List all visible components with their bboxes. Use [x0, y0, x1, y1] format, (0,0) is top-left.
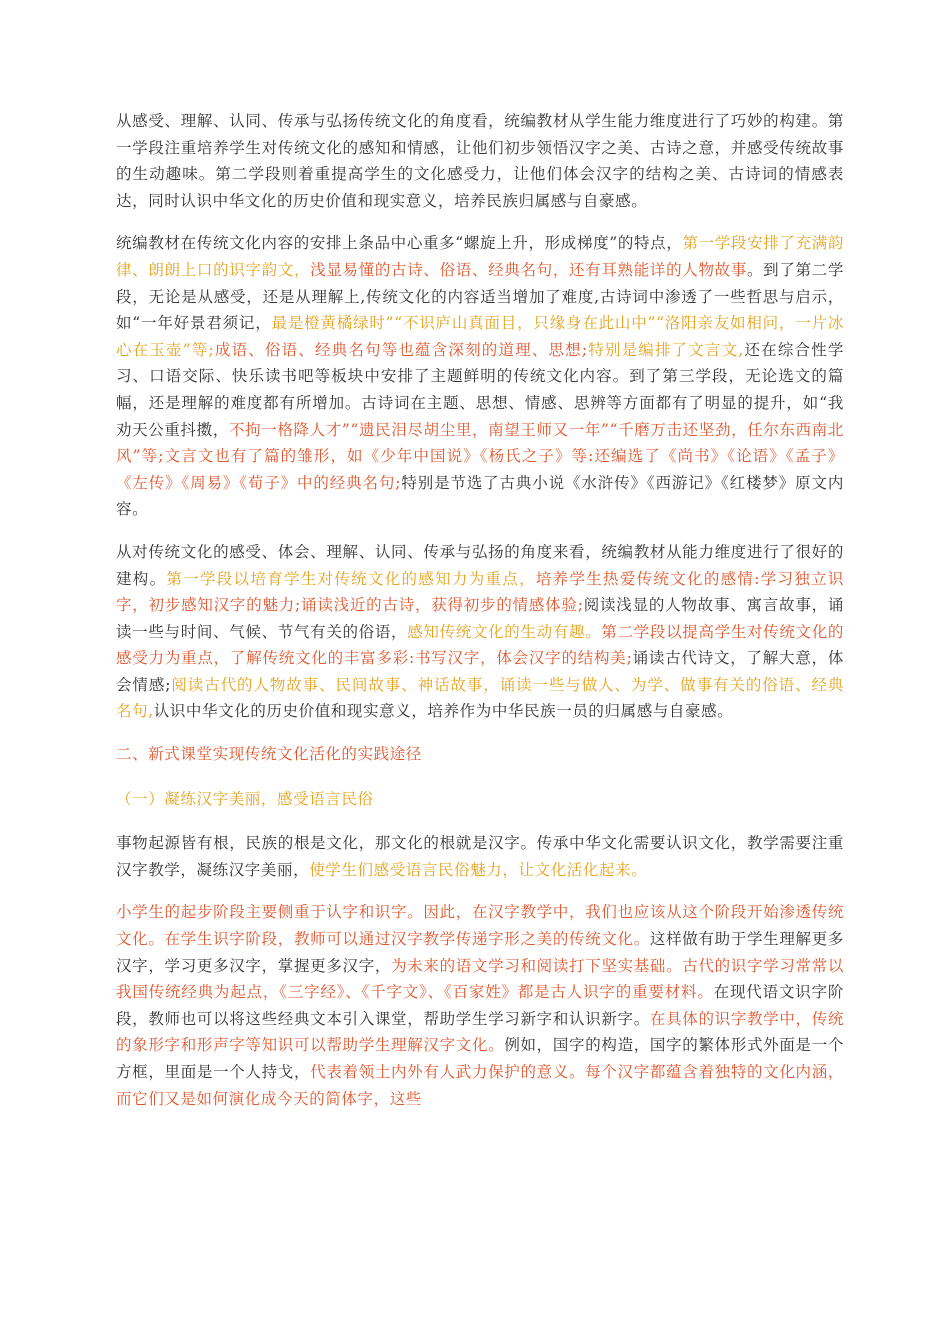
text-run-orange: （一）凝练汉字美丽，感受语言民俗 — [116, 789, 374, 808]
body-paragraph — [116, 539, 844, 725]
text-run-red: 培养学生热爱传统文化的感情:学习独立识字，初步感知汉字的魅力;诵读浅近的古诗，获得初步的情感体验; — [116, 569, 844, 615]
text-run-body: 事物起源皆有根，民族的根是文化，那文化的根就是汉字。传承中华文化需要认识文化，教学需要注重汉字教学，凝练汉字美丽， — [116, 834, 844, 879]
text-run-body: 统编教材在传统文化内容的安排上条品中心重多“螺旋上升，形成梯度”的特点， — [116, 234, 683, 253]
text-run-body: 从感受、理解、认同、传承与弘扬传统文化的角度看，统编教材从学生能力维度进行了巧妙的构建。第一学段注重培养学生对传统文化的感知和情感，让他们初步领悟汉字之美、古诗之意，并感受传统故事的生动趣味。第二学段则着重提高学生的文化感受力，让他们体会汉字的结构之美、古诗词的情感表达，同时认识中华文化的历史价值和现实意义，培养民族归属感与自豪感。 — [116, 112, 844, 210]
text-run-red: 浅显易懂的古诗、俗语、经典名句，还有耳熟能详的人物故事 — [310, 260, 747, 279]
text-run-body: 阅读浅显的人物故事、寓言故事，诵读一些与时间、气候、节气有关的俗语， — [116, 596, 844, 641]
section-heading — [116, 741, 844, 768]
text-run-body: 认识中华文化的历史价值和现实意义，培养作为中华民族一员的归属感与自豪感。 — [153, 702, 734, 721]
text-run-red: 代表着领土内外有人武力保护的意义。每个汉字都蕴含着独特的文化内涵，而它们又是如何演化成今天的简体字，这些 — [116, 1063, 844, 1108]
text-run-orange: 最是橙黄橘绿时”“不识庐山真面目，只缘身在此山中”“洛阳亲友如相问，一片冰心在玉壶”等; — [116, 314, 844, 359]
text-run-orange: 阅读古代的人物故事、民间故事、神话故事，诵读一些与做人、为学、做事有关的俗语、经典名句, — [116, 675, 844, 721]
text-run-body: 在现代语文识字阶段，教师也可以将这些经典文本引入课堂，帮助学生学习新字和认识新字。 — [116, 983, 844, 1028]
body-paragraph — [116, 108, 844, 214]
text-run-body: 还在综合性学习、口语交际、快乐读书吧等板块中安排了主题鲜明的传统文化内容。到了第三学段，无论选文的篇幅，还是理解的难度都有所增加。古诗词在主题、思想、情感、思辨等方面都有了明显的提升，如“我劝天公重抖擞， — [116, 340, 844, 439]
text-run-body: 从对传统文化的感受、体会、理解、认同、传承与弘扬的角度来看，统编教材从能力维度进行了很好的建构。 — [116, 542, 844, 588]
text-run-orange: 第一学段安排了充满韵律、朗朗上口的识字韵文， — [116, 234, 844, 279]
text-run-body: 例如，国字的构造，国字的繁体形式外面是一个方框，里面是一个人持戈， — [116, 1036, 844, 1081]
text-run-body: 特别是节选了古典小说《水浒传》《西游记》《红楼梦》原文内容。 — [116, 473, 844, 519]
body-paragraph — [116, 899, 844, 1112]
body-paragraph — [116, 830, 844, 883]
text-run-red: 第二学段以提高学生对传统文化的感受力为重点，了解传统文化的丰富多彩:书写汉字，体会汉字的结构美; — [116, 622, 844, 668]
text-run-body: 诵读古代诗文，了解大意，体会情感; — [116, 649, 844, 694]
text-run-red: 不拘一格降人才”“遗民泪尽胡尘里，南望王师又一年”“千磨万击还坚劲，任尔东西南北风”等;文言文也有了篇的雏形，如《少年中国说》《杨氏之子》等:还编选了《尚书》《论语》《孟子》《左传》《周易》《荀子》中的经典名句; — [116, 420, 845, 492]
text-run-body: 。到了第二学段，无论是从感受，还是从理解上,传统文化的内容适当增加了难度,古诗词中渗透了一些哲思与启示，如“一年好景君须记， — [116, 260, 844, 333]
section-heading — [116, 786, 844, 813]
text-run-orange: 特别是编排了文言文, — [587, 340, 744, 359]
text-run-orange: 使学生们感受语言民俗魅力，让文化活化起来。 — [309, 860, 648, 879]
document-page — [116, 108, 844, 1128]
text-run-orange: 第一学段以培育学生对传统文化的感知力为重点， — [166, 569, 536, 588]
text-run-red: 二、新式课堂实现传统文化活化的实践途径 — [116, 745, 422, 764]
text-run-red: 小学生的起步阶段主要侧重于认字和识字。因此，在汉字教学中，我们也应该从这个阶段开始渗透传统文化。在学生识字阶段，教师可以通过汉字教学传递字形之美的传统文化。 — [116, 903, 844, 949]
text-run-red: 为未来的语文学习和阅读打下坚实基础。古代的识字学习常常以我国传统经典为起点，《三字经》、《千字文》、《百家姓》都是古人识字的重要材料。 — [116, 956, 845, 1002]
text-run-red: 在具体的识字教学中，传统的象形字和形声字等知识可以帮助学生理解汉字文化。 — [116, 1009, 844, 1055]
body-paragraph — [116, 230, 844, 523]
text-run-orange: 感知传统文化的生动有趣。 — [407, 622, 602, 641]
text-run-body: 这样做有助于学生理解更多汉字，学习更多汉字，掌握更多汉字， — [116, 930, 844, 975]
text-run-red: 成语、俗语、经典名句等也蕴含深刻的道理、思想; — [214, 340, 588, 359]
